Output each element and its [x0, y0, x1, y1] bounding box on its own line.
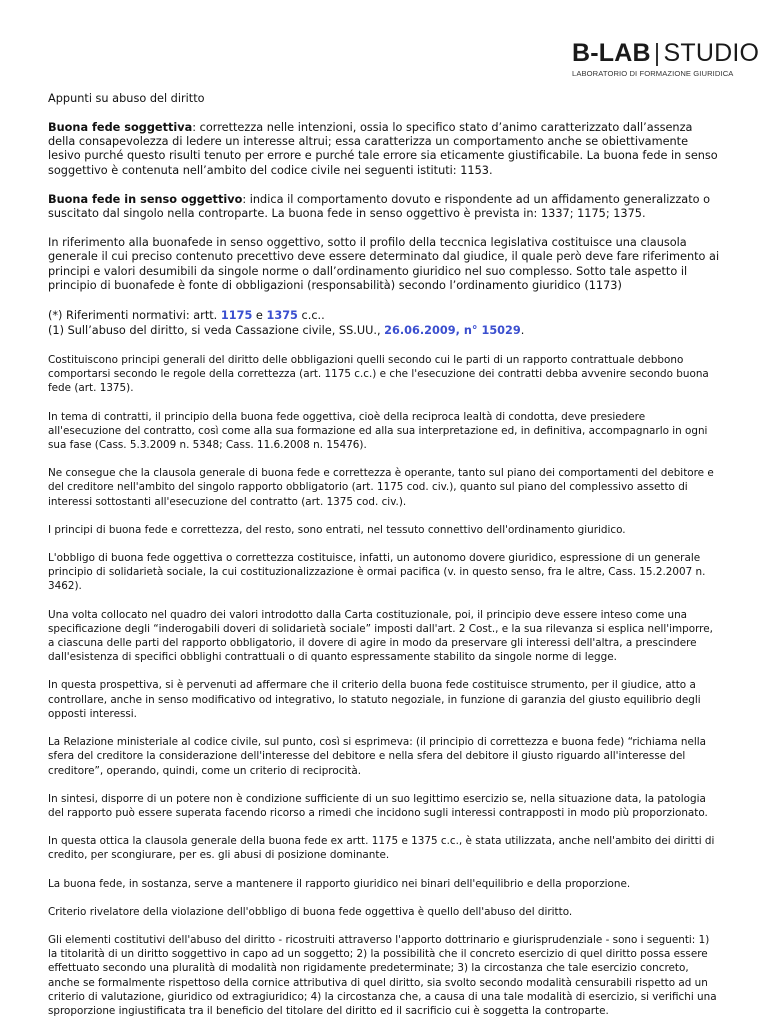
reference-text: c.c..	[297, 309, 325, 323]
paragraph: Gli elementi costitutivi dell'abuso del diritto - ricostruiti attraverso l'apporto dottrinario e giurisprudenziale - sono i seguenti: 1) la titolarità di un diritto soggettivo in capo ad un soggetto; 2) la possibilità che il concreto esercizio di quel diritto possa essere effettuato secondo una pluralità di modalità non rigidamente predeterminate; 3) la circostanza che tale esercizio concreto, anche se formalmente rispettoso della cornice attributiva di quel diritto, sia svolto secondo modalità censurabili rispetto ad un criterio di valutazione, giuridico od extragiuridico; 4) la circostanza che, a causa di una tale modalità di esercizio, si verifichi una sproporzione ingiustificata tra il beneficio del titolare del diritto ed il sacrificio cui è soggetta la controparte.	[48, 933, 717, 1017]
paragraph: I principi di buona fede e correttezza, del resto, sono entrati, nel tessuto connettivo dell'ordinamento giuridico.	[48, 523, 626, 536]
reference-text: (1) Sull’abuso del diritto, si veda Cassazione civile, SS.UU.,	[48, 324, 385, 338]
paragraph-buona-fede-soggettiva	[48, 121, 720, 178]
logo-separator: |	[653, 39, 661, 67]
document-title: Appunti su abuso del diritto	[48, 92, 205, 105]
link-cassazione-15029[interactable]: 26.06.2009, n° 15029	[384, 324, 521, 338]
references	[48, 308, 720, 338]
paragraph-text: : correttezza nelle intenzioni, ossia lo specifico stato d’animo caratterizzato dall’assenza della consapevolezza di ledere un interesse altrui; essa caratterizza un comportamento anche se obiettivamente lesivo purché questo risulti tenuto per errore e purché tale errore sia eticamente giustificabile. La buona fede in senso soggettivo è contenuta nell’ambito del codice civile nei seguenti istituti: 1153.	[48, 121, 718, 177]
paragraph: Ne consegue che la clausola generale di buona fede e correttezza è operante, tanto sul piano dei comportamenti del debitore e del creditore nell'ambito del singolo rapporto obbligatorio (art. 1175 cod. civ.), quanto sul piano del complessivo assetto di interessi sottostanti all'esecuzione del contratto (art. 1375 cod. civ.).	[48, 467, 714, 508]
paragraph: Criterio rivelatore della violazione dell'obbligo di buona fede oggettiva è quello dell'abuso del diritto.	[48, 905, 573, 918]
paragraph: Costituiscono principi generali del diritto delle obbligazioni quelli secondo cui le parti di un rapporto contrattuale debbono comportarsi secondo le regole della correttezza (art. 1175 c.c.) e che l'esecuzione dei contratti debba avvenire secondo buona fede (art. 1375).	[48, 354, 709, 395]
logo-tagline: LABORATORIO DI FORMAZIONE GIURIDICA	[572, 69, 734, 78]
paragraph: La Relazione ministeriale al codice civile, sul punto, così si esprimeva: (il principio di correttezza e buona fede) “richiama nella sfera del creditore la considerazione dell'interesse del debitore e nella sfera del debitore il giusto riguardo all'interesse del creditore”, operando, quindi, come un criterio di reciprocità.	[48, 736, 707, 777]
paragraph-riferimento: In riferimento alla buonafede in senso oggettivo, sotto il profilo della teccnica legislativa costituisce una clausola generale il cui preciso contenuto precettivo deve essere determinato dal giudice, il quale però deve fare riferimento ai principi e valori desumibili da singole norme o dall’ordinamento giuridico nel suo complesso. Sotto tale aspetto il principio di buonafede è fonte di obbligazioni (responsabilità) secondo l’ordinamento giuridico (1173)	[48, 236, 720, 292]
paragraph: In tema di contratti, il principio della buona fede oggettiva, cioè della reciproca lealtà di condotta, deve presiedere all'esecuzione del contratto, così come alla sua formazione ed alla sua interpretazione ed, in definitiva, accompagnarlo in ogni sua fase (Cass. 5.3.2009 n. 5348; Cass. 11.6.2008 n. 15476).	[48, 410, 708, 452]
paragraph-buona-fede-oggettiva	[48, 193, 720, 221]
logo-wordmark	[572, 39, 760, 67]
paragraph: In questa prospettiva, si è pervenuti ad affermare che il criterio della buona fede costituisce strumento, per il giudice, atto a controllare, anche in senso modificativo od integrativo, lo statuto negoziale, in funzione di garanzia del giusto equilibrio degli opposti interessi.	[48, 679, 701, 720]
document-body	[48, 92, 720, 1032]
reference-line-normativi	[48, 308, 720, 323]
reference-text: .	[520, 324, 525, 338]
paragraph: Una volta collocato nel quadro dei valori introdotto dalla Carta costituzionale, poi, il principio deve essere inteso come una specificazione degli “inderogabili doveri di solidarietà sociale” imposti dall'art. 2 Cost., e la sua rilevanza si esplica nell'imporre, a ciascuna delle parti del rapporto obbligatorio, il dovere di agire in modo da preservare gli interessi dell'altra, a prescindere dall'esistenza di specifici obblighi contrattuali o di quanto espressamente stabilito da singole norme di legge.	[48, 608, 713, 664]
paragraph: In questa ottica la clausola generale della buona fede ex artt. 1175 e 1375 c.c., è stata utilizzata, anche nell'ambito dei diritti di credito, per scongiurare, per es. gli abusi di posizione dominante.	[48, 835, 715, 862]
link-art-1375[interactable]: 1375	[266, 309, 298, 323]
paragraph: In sintesi, disporre di un potere non è condizione sufficiente di un suo legittimo esercizio se, nella situazione data, la patologia del rapporto può essere superata facendo ricorso a rimedi che incidono sugli interessi contrapposti in modo più proporzionato.	[48, 792, 708, 819]
paragraph-text: : indica il comportamento dovuto e rispondente ad un affidamento generalizzato o suscitato dal singolo nella controparte. La buona fede in senso oggettivo è prevista in: 1337; 1175; 1375.	[48, 192, 711, 221]
link-art-1175[interactable]: 1175	[220, 309, 253, 323]
paragraph: La buona fede, in sostanza, serve a mantenere il rapporto giuridico nei binari dell'equilibrio e della proporzione.	[48, 877, 631, 890]
reference-line-cassazione	[48, 323, 720, 338]
logo-studio: STUDIO	[663, 39, 760, 67]
b-lab-logo	[572, 39, 760, 78]
term-buona-fede-oggettiva: Buona fede in senso oggettivo	[48, 192, 243, 206]
reference-text: (*) Riferimenti normativi: artt.	[48, 309, 221, 323]
paragraph: L'obbligo di buona fede oggettiva o correttezza costituisce, infatti, un autonomo dovere giuridico, espressione di un generale principio di solidarietà sociale, la cui costituzionalizzazione è ormai pacifica (v. in questo senso, fra le altre, Cass. 15.2.2007 n. 3462).	[48, 552, 706, 593]
logo-brand: B-LAB	[572, 39, 651, 67]
term-buona-fede-soggettiva: Buona fede soggettiva	[48, 121, 193, 134]
reference-text: e	[252, 309, 267, 323]
